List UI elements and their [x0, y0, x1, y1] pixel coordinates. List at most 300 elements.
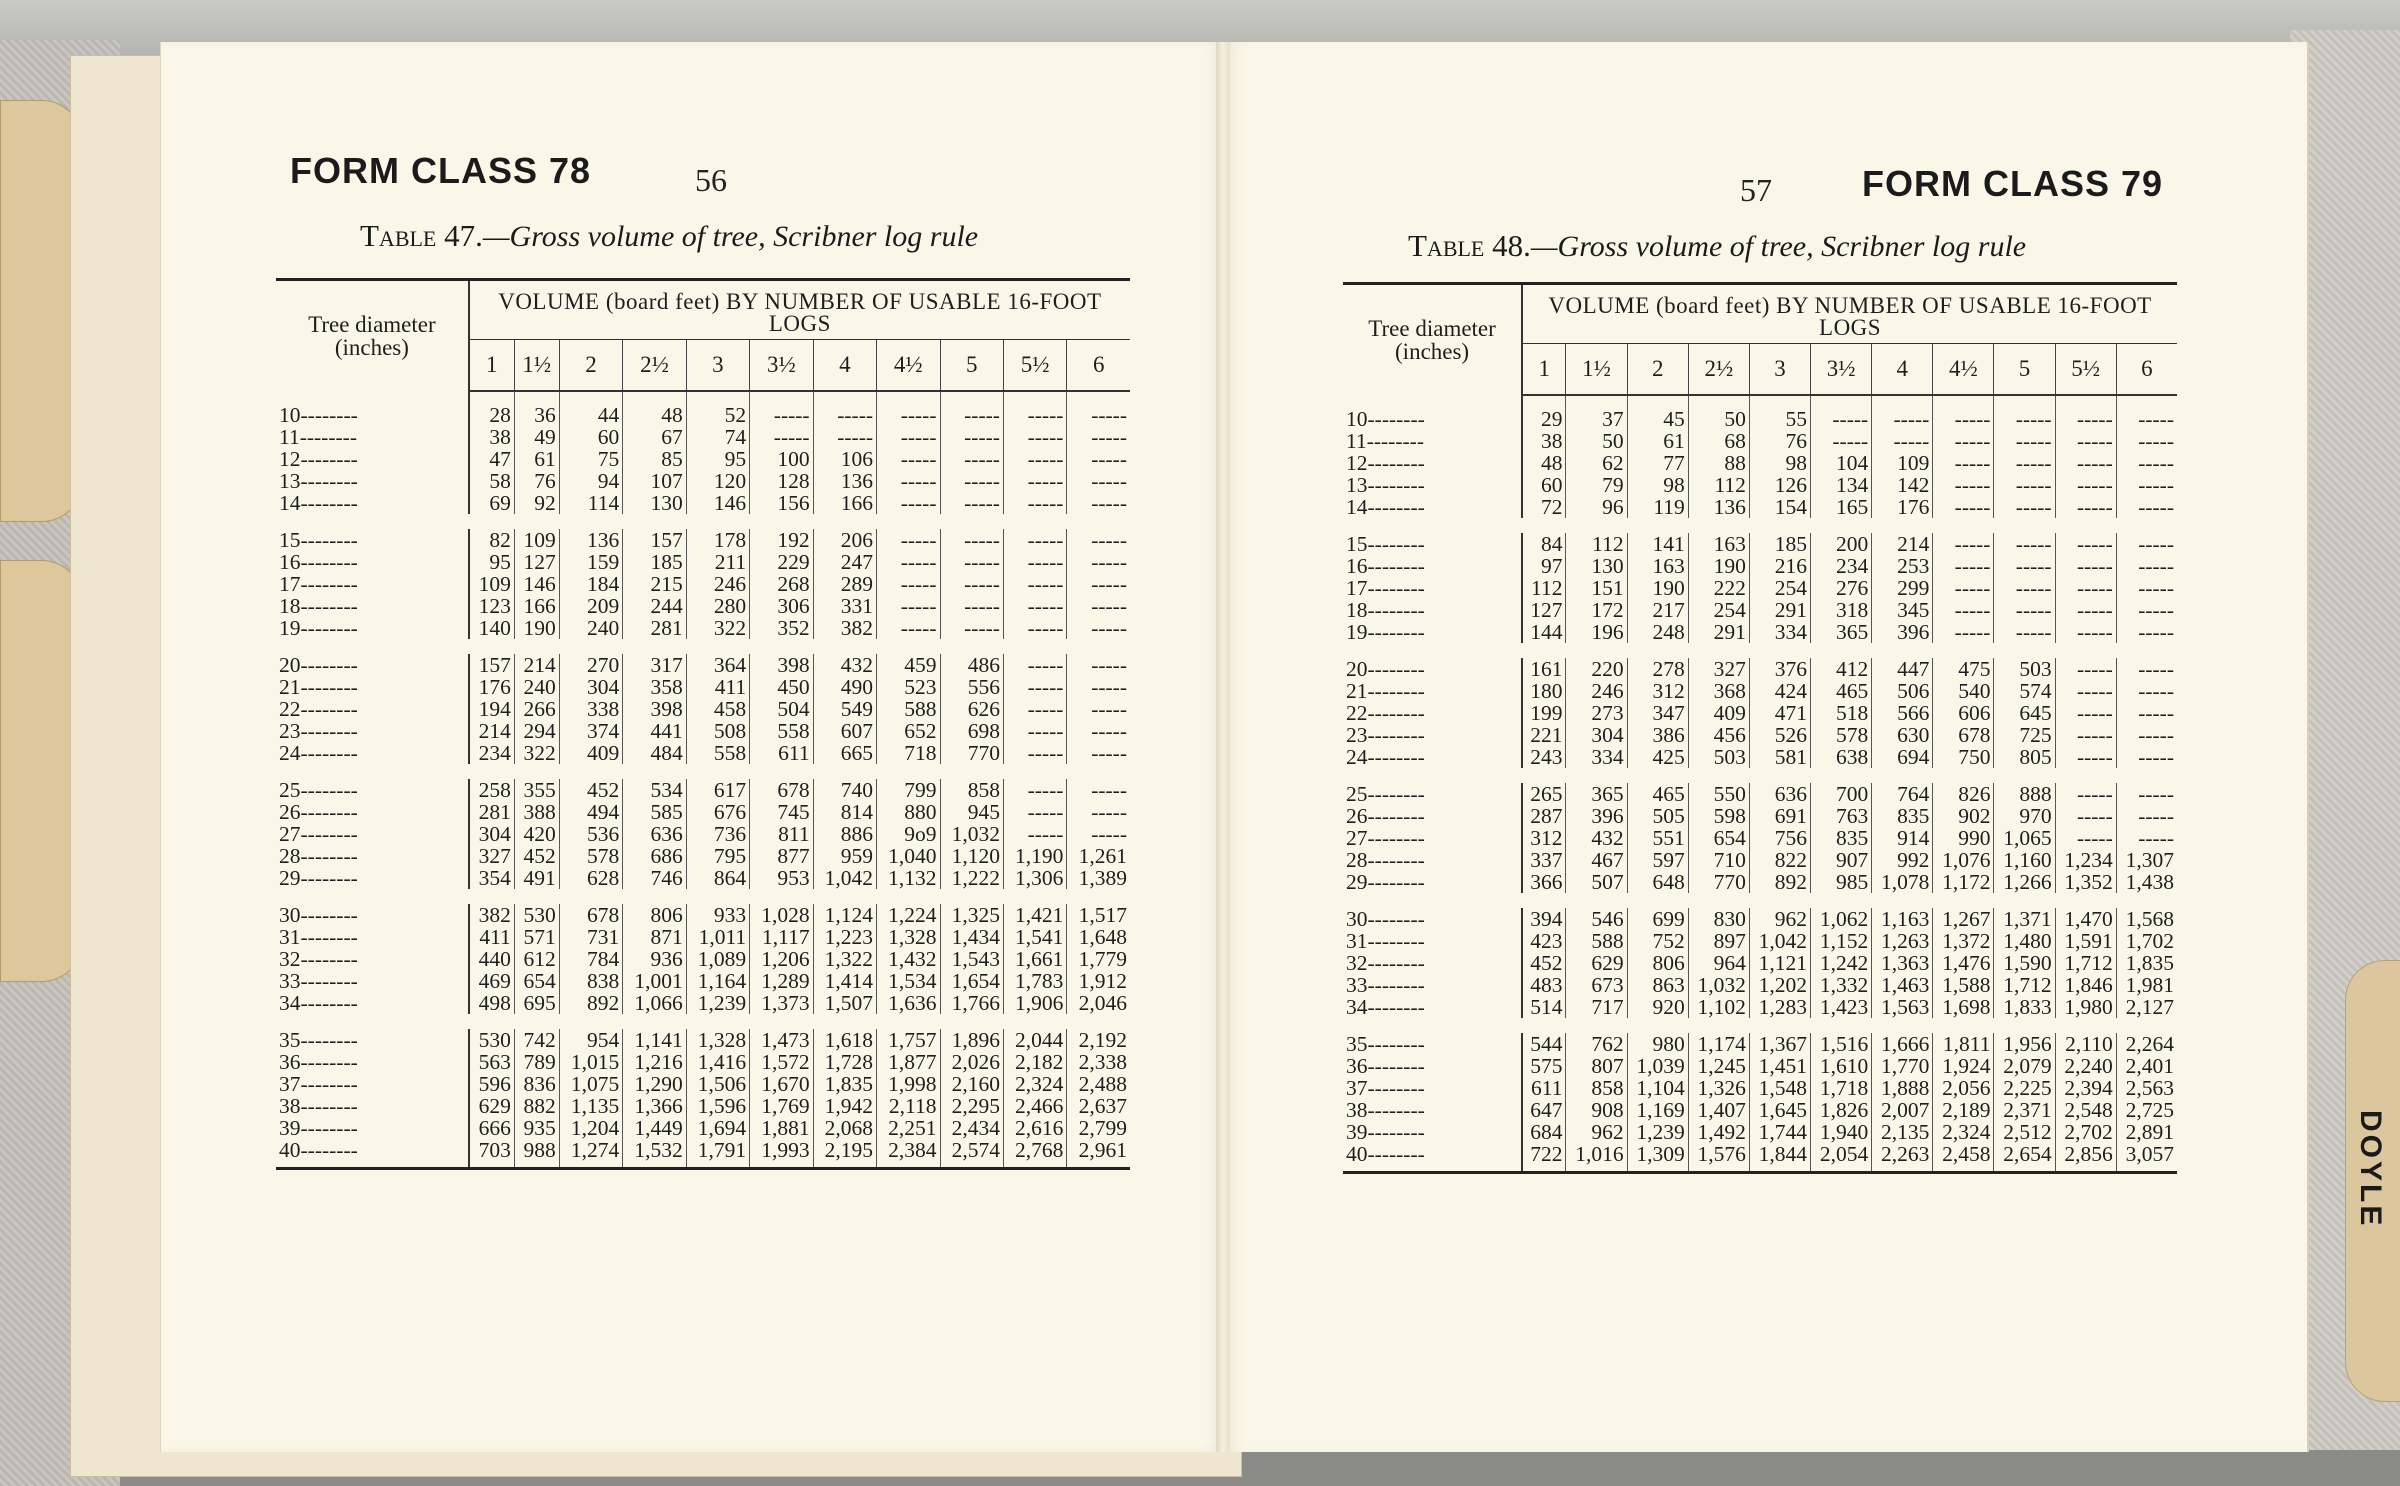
volume-cell: ----- — [1933, 577, 1994, 599]
volume-cell: 358 — [623, 676, 686, 698]
volume-column-header: VOLUME (board feet) BY NUMBER OF USABLE 16-FOOT LOGS — [469, 280, 1130, 340]
volume-cell: 526 — [1749, 724, 1810, 746]
volume-cell: ----- — [2055, 474, 2116, 496]
diameter-value: 34 — [279, 991, 301, 1015]
volume-cell: ----- — [940, 529, 1003, 551]
volume-cell: ----- — [1091, 675, 1127, 699]
volume-cell: 1,548 — [1749, 1077, 1810, 1099]
volume-cell: 550 — [1688, 783, 1749, 805]
diameter-cell: 13-------- — [276, 470, 469, 492]
volume-cell: 1,993 — [750, 1139, 813, 1169]
diameter-cell: 40-------- — [1343, 1143, 1522, 1173]
volume-cell: 60 — [1522, 474, 1566, 496]
volume-cell: ----- — [1933, 474, 1994, 496]
volume-cell: 465 — [1627, 783, 1688, 805]
volume-cell: 676 — [686, 801, 749, 823]
volume-cell: 962 — [1749, 908, 1810, 930]
volume-cell: 172 — [1566, 599, 1627, 621]
volume-cell: 811 — [750, 823, 813, 845]
volume-cell: 858 — [1566, 1077, 1627, 1099]
volume-cell: 2,263 — [1872, 1143, 1933, 1173]
volume-cell: 2,118 — [877, 1095, 940, 1117]
volume-cell: ----- — [1003, 676, 1066, 698]
volume-cell: 699 — [1627, 908, 1688, 930]
volume-cell: 136 — [1688, 496, 1749, 518]
volume-cell: 914 — [1872, 827, 1933, 849]
volume-cell: 196 — [1566, 621, 1627, 643]
volume-cell: 280 — [686, 595, 749, 617]
volume-cell: 2,488 — [1078, 1072, 1127, 1096]
volume-cell: 216 — [1749, 555, 1810, 577]
volume-cell: ----- — [940, 391, 1003, 426]
diameter-value: 16 — [279, 550, 301, 574]
volume-cell: 1,516 — [1811, 1033, 1872, 1055]
volume-cell: 1,363 — [1872, 952, 1933, 974]
volume-cell: ----- — [1091, 425, 1127, 449]
left-volume-table — [276, 278, 1130, 1170]
volume-cell: ----- — [1933, 452, 1994, 474]
volume-cell: 144 — [1522, 621, 1566, 643]
volume-cell: 2,079 — [1994, 1055, 2055, 1077]
volume-cell: 146 — [514, 573, 559, 595]
volume-cell: 886 — [813, 823, 876, 845]
diameter-cell: 25-------- — [276, 779, 469, 801]
volume-cell: 185 — [623, 551, 686, 573]
log-count-header: 1½ — [514, 340, 559, 392]
volume-cell: 2,616 — [1003, 1117, 1066, 1139]
volume-cell: 85 — [623, 448, 686, 470]
volume-cell: 549 — [813, 698, 876, 720]
volume-cell: 1,160 — [1994, 849, 2055, 871]
row-group-spacer — [276, 639, 1130, 654]
log-count-header: 2½ — [623, 340, 686, 392]
volume-cell: 1,328 — [877, 926, 940, 948]
table-row — [1343, 827, 2177, 849]
volume-cell: 1,791 — [686, 1139, 749, 1169]
diameter-cell: 28-------- — [276, 845, 469, 867]
volume-cell: 795 — [686, 845, 749, 867]
volume-cell: 281 — [623, 617, 686, 639]
table-row — [276, 720, 1130, 742]
volume-cell: 465 — [1811, 680, 1872, 702]
volume-cell: 109 — [1872, 452, 1933, 474]
table-row — [276, 426, 1130, 448]
volume-cell: 1,421 — [1003, 904, 1066, 926]
volume-cell: ----- — [1003, 823, 1066, 845]
diameter-value: 37 — [1346, 1076, 1368, 1100]
volume-cell: 1,042 — [1749, 930, 1810, 952]
volume-cell: 1,702 — [2125, 929, 2174, 953]
volume-cell: 1,001 — [623, 970, 686, 992]
volume-cell: ----- — [2138, 657, 2174, 681]
diameter-value: 32 — [279, 947, 301, 971]
volume-cell: 518 — [1811, 702, 1872, 724]
left-page-heading: FORM CLASS 78 — [290, 150, 592, 191]
volume-cell: 2,240 — [2055, 1055, 2116, 1077]
right-table-caption: —Gross volume of tree, Scribner log rule — [1530, 230, 2027, 263]
table-row — [1343, 452, 2177, 474]
volume-cell: 486 — [940, 654, 1003, 676]
volume-cell: 1,956 — [1994, 1033, 2055, 1055]
volume-cell: 1,480 — [1994, 930, 2055, 952]
volume-cell: ----- — [877, 529, 940, 551]
volume-cell: 806 — [623, 904, 686, 926]
volume-cell: 1,694 — [686, 1117, 749, 1139]
volume-cell: 838 — [559, 970, 622, 992]
volume-cell: 563 — [469, 1051, 515, 1073]
volume-cell: 607 — [813, 720, 876, 742]
log-count-header: 3½ — [750, 340, 813, 392]
volume-cell: 345 — [1872, 599, 1933, 621]
volume-cell: ----- — [2055, 533, 2116, 555]
volume-cell: 578 — [559, 845, 622, 867]
volume-cell: ----- — [940, 573, 1003, 595]
volume-cell: 636 — [1749, 783, 1810, 805]
volume-cell: 68 — [1688, 430, 1749, 452]
volume-cell: 312 — [1627, 680, 1688, 702]
volume-cell: 1,239 — [686, 992, 749, 1014]
volume-cell: 1,826 — [1811, 1099, 1872, 1121]
volume-cell: 1,416 — [686, 1051, 749, 1073]
volume-cell: 877 — [750, 845, 813, 867]
table-row — [1343, 849, 2177, 871]
volume-cell: 1,835 — [2125, 951, 2174, 975]
volume-cell: 76 — [1749, 430, 1810, 452]
volume-cell: ----- — [2138, 804, 2174, 828]
volume-cell: 317 — [623, 654, 686, 676]
volume-cell: 398 — [623, 698, 686, 720]
volume-cell: 1,089 — [686, 948, 749, 970]
volume-cell: ----- — [877, 492, 940, 514]
volume-cell: 1,517 — [1078, 903, 1127, 927]
diameter-cell: 37-------- — [276, 1073, 469, 1095]
volume-cell: 636 — [623, 823, 686, 845]
volume-cell: 764 — [1872, 783, 1933, 805]
volume-cell: 258 — [469, 779, 515, 801]
log-count-header: 4 — [1872, 344, 1933, 396]
volume-cell: 990 — [1933, 827, 1994, 849]
volume-cell: 814 — [813, 801, 876, 823]
diameter-value: 23 — [1346, 723, 1368, 747]
volume-cell: 756 — [1749, 827, 1810, 849]
volume-cell: 2,044 — [1003, 1029, 1066, 1051]
volume-cell: 130 — [1566, 555, 1627, 577]
volume-cell: 106 — [813, 448, 876, 470]
volume-cell: 1,163 — [1872, 908, 1933, 930]
volume-cell: 1,245 — [1688, 1055, 1749, 1077]
volume-cell: 1,263 — [1872, 930, 1933, 952]
left-table-label: Table 47. — [360, 218, 483, 253]
volume-cell: 1,028 — [750, 904, 813, 926]
volume-cell: 762 — [1566, 1033, 1627, 1055]
volume-cell: ----- — [1933, 430, 1994, 452]
volume-cell: 338 — [559, 698, 622, 720]
volume-cell: 84 — [1522, 533, 1566, 555]
diameter-value: 17 — [1346, 576, 1368, 600]
volume-cell: 1,371 — [1994, 908, 2055, 930]
volume-cell: ----- — [1003, 492, 1066, 514]
volume-cell: 1,744 — [1749, 1121, 1810, 1143]
volume-cell: ----- — [2055, 395, 2116, 430]
volume-cell: 1,190 — [1003, 845, 1066, 867]
volume-cell: 215 — [623, 573, 686, 595]
diameter-value: 18 — [1346, 598, 1368, 622]
volume-cell: 411 — [469, 926, 515, 948]
volume-cell: 1,015 — [559, 1051, 622, 1073]
volume-cell: 575 — [1522, 1055, 1566, 1077]
volume-cell: 109 — [469, 573, 515, 595]
diameter-cell: 18-------- — [1343, 599, 1522, 621]
volume-cell: 1,121 — [1749, 952, 1810, 974]
volume-cell: 1,769 — [750, 1095, 813, 1117]
table-row — [276, 1117, 1130, 1139]
volume-cell: 962 — [1566, 1121, 1627, 1143]
volume-cell: 221 — [1522, 724, 1566, 746]
table-row — [276, 448, 1130, 470]
volume-cell: 192 — [750, 529, 813, 551]
volume-cell: 654 — [1688, 827, 1749, 849]
volume-cell: 75 — [559, 448, 622, 470]
volume-cell: ----- — [1003, 779, 1066, 801]
volume-cell: 459 — [877, 654, 940, 676]
diameter-cell: 40-------- — [276, 1139, 469, 1169]
volume-cell: 9o9 — [877, 823, 940, 845]
table-row — [1343, 702, 2177, 724]
table-row — [1343, 1143, 2177, 1173]
volume-cell: 1,463 — [1872, 974, 1933, 996]
diameter-value: 34 — [1346, 995, 1368, 1019]
volume-cell: 2,548 — [2055, 1099, 2116, 1121]
diameter-cell: 32-------- — [1343, 952, 1522, 974]
volume-cell: 2,371 — [1994, 1099, 2055, 1121]
volume-cell: ----- — [1811, 395, 1872, 430]
volume-cell: 945 — [940, 801, 1003, 823]
volume-cell: 830 — [1688, 908, 1749, 930]
diameter-cell: 33-------- — [276, 970, 469, 992]
volume-cell: 1,204 — [559, 1117, 622, 1139]
volume-cell: ----- — [1933, 395, 1994, 430]
diameter-cell: 31-------- — [276, 926, 469, 948]
diameter-value: 13 — [1346, 473, 1368, 497]
volume-cell: ----- — [1091, 550, 1127, 574]
diameter-cell: 33-------- — [1343, 974, 1522, 996]
volume-cell: 452 — [1522, 952, 1566, 974]
volume-cell: 1,124 — [813, 904, 876, 926]
volume-cell: ----- — [2055, 680, 2116, 702]
volume-cell: ----- — [2138, 620, 2174, 644]
volume-cell: 49 — [514, 426, 559, 448]
volume-cell: 784 — [559, 948, 622, 970]
volume-cell: 163 — [1688, 533, 1749, 555]
volume-cell: 863 — [1627, 974, 1688, 996]
volume-cell: 717 — [1566, 996, 1627, 1018]
diameter-value: 39 — [279, 1116, 301, 1140]
volume-cell: 166 — [813, 492, 876, 514]
volume-cell: ----- — [2138, 429, 2174, 453]
volume-cell: ----- — [1933, 496, 1994, 518]
diameter-cell: 23-------- — [276, 720, 469, 742]
volume-cell: 1,896 — [940, 1029, 1003, 1051]
diameter-cell: 10-------- — [276, 391, 469, 426]
diameter-cell: 16-------- — [276, 551, 469, 573]
diameter-value: 19 — [1346, 620, 1368, 644]
volume-cell: 1,332 — [1811, 974, 1872, 996]
diameter-cell: 20-------- — [276, 654, 469, 676]
volume-cell: 214 — [469, 720, 515, 742]
volume-cell: 725 — [1994, 724, 2055, 746]
volume-cell: 1,202 — [1749, 974, 1810, 996]
volume-cell: 36 — [514, 391, 559, 426]
volume-cell: 935 — [514, 1117, 559, 1139]
volume-cell: 1,438 — [2125, 870, 2174, 894]
volume-cell: 109 — [514, 529, 559, 551]
diameter-value: 31 — [279, 925, 301, 949]
volume-cell: 337 — [1522, 849, 1566, 871]
volume-cell: 1,266 — [1994, 871, 2055, 893]
volume-cell: 47 — [469, 448, 515, 470]
volume-cell: 1,670 — [750, 1073, 813, 1095]
volume-cell: 1,476 — [1933, 952, 1994, 974]
volume-cell: 2,338 — [1078, 1050, 1127, 1074]
volume-cell: 1,367 — [1749, 1033, 1810, 1055]
volume-cell: 100 — [750, 448, 813, 470]
volume-cell: 628 — [559, 867, 622, 889]
volume-cell: ----- — [1091, 741, 1127, 765]
volume-cell: 2,394 — [2055, 1077, 2116, 1099]
diameter-cell: 14-------- — [276, 492, 469, 514]
row-group-spacer — [1343, 643, 2177, 658]
volume-cell: 157 — [623, 529, 686, 551]
volume-cell: 112 — [1522, 577, 1566, 599]
volume-cell: 176 — [469, 676, 515, 698]
volume-cell: 530 — [514, 904, 559, 926]
volume-cell: ----- — [1003, 448, 1066, 470]
volume-cell: 382 — [469, 904, 515, 926]
volume-cell: 166 — [514, 595, 559, 617]
volume-cell: 240 — [514, 676, 559, 698]
volume-cell: ----- — [1003, 595, 1066, 617]
volume-cell: ----- — [750, 426, 813, 448]
volume-cell: 1,407 — [1688, 1099, 1749, 1121]
volume-cell: 1,239 — [1627, 1121, 1688, 1143]
diameter-cell: 15-------- — [1343, 533, 1522, 555]
volume-cell: 491 — [514, 867, 559, 889]
volume-cell: ----- — [1003, 654, 1066, 676]
volume-cell: 365 — [1566, 783, 1627, 805]
volume-cell: 1,261 — [1078, 844, 1127, 868]
table-row — [276, 970, 1130, 992]
volume-cell: 598 — [1688, 805, 1749, 827]
volume-cell: 217 — [1627, 599, 1688, 621]
volume-cell: 127 — [514, 551, 559, 573]
volume-cell: ----- — [877, 573, 940, 595]
volume-cell: ----- — [1003, 720, 1066, 742]
volume-cell: 1,942 — [813, 1095, 876, 1117]
log-count-header: 2 — [559, 340, 622, 392]
diameter-value: 24 — [279, 741, 301, 765]
volume-cell: ----- — [1003, 551, 1066, 573]
row-group-spacer — [1343, 1018, 2177, 1033]
volume-cell: 2,182 — [1003, 1051, 1066, 1073]
diameter-value: 40 — [1346, 1142, 1368, 1166]
volume-cell: ----- — [1872, 395, 1933, 430]
volume-cell: ----- — [877, 448, 940, 470]
volume-cell: 127 — [1522, 599, 1566, 621]
volume-cell: 352 — [750, 617, 813, 639]
volume-cell: 2,384 — [877, 1139, 940, 1169]
volume-cell: 2,160 — [940, 1073, 1003, 1095]
volume-cell: 247 — [813, 551, 876, 573]
volume-cell: 1,998 — [877, 1073, 940, 1095]
volume-cell: 1,322 — [813, 948, 876, 970]
volume-cell: ----- — [1994, 452, 2055, 474]
volume-cell: 234 — [469, 742, 515, 764]
volume-cell: 746 — [623, 867, 686, 889]
volume-cell: 880 — [877, 801, 940, 823]
volume-cell: 254 — [1688, 599, 1749, 621]
volume-cell: 1,423 — [1811, 996, 1872, 1018]
volume-cell: 98 — [1749, 452, 1810, 474]
volume-cell: 62 — [1566, 452, 1627, 474]
table-row — [1343, 930, 2177, 952]
volume-cell: 530 — [469, 1029, 515, 1051]
volume-cell: ----- — [1003, 698, 1066, 720]
volume-cell: 654 — [514, 970, 559, 992]
volume-cell: 1,169 — [1627, 1099, 1688, 1121]
volume-cell: 1,846 — [2055, 974, 2116, 996]
volume-cell: 119 — [1627, 496, 1688, 518]
volume-cell: 1,164 — [686, 970, 749, 992]
volume-cell: 214 — [1872, 533, 1933, 555]
volume-cell: ----- — [2138, 745, 2174, 769]
diameter-value: 30 — [279, 903, 301, 927]
diameter-cell: 35-------- — [276, 1029, 469, 1051]
volume-cell: 190 — [1627, 577, 1688, 599]
volume-cell: 1,492 — [1688, 1121, 1749, 1143]
volume-cell: 988 — [514, 1139, 559, 1169]
diameter-cell: 34-------- — [276, 992, 469, 1014]
volume-cell: 409 — [559, 742, 622, 764]
volume-cell: 180 — [1522, 680, 1566, 702]
volume-cell: 151 — [1566, 577, 1627, 599]
volume-cell: 447 — [1872, 658, 1933, 680]
volume-cell: 76 — [514, 470, 559, 492]
diameter-cell: 19-------- — [1343, 621, 1522, 643]
diameter-value: 13 — [279, 469, 301, 493]
volume-cell: 503 — [1994, 658, 2055, 680]
volume-cell: 1,596 — [686, 1095, 749, 1117]
row-group-spacer — [276, 889, 1130, 904]
diameter-cell: 27-------- — [276, 823, 469, 845]
volume-cell: 558 — [686, 742, 749, 764]
volume-cell: 79 — [1566, 474, 1627, 496]
volume-cell: 882 — [514, 1095, 559, 1117]
volume-cell: 1,078 — [1872, 871, 1933, 893]
diameter-value: 33 — [1346, 973, 1368, 997]
volume-cell: 1,712 — [2055, 952, 2116, 974]
volume-cell: 678 — [1933, 724, 1994, 746]
table-row — [1343, 658, 2177, 680]
volume-cell: 1,076 — [1933, 849, 1994, 871]
volume-cell: ----- — [2055, 783, 2116, 805]
volume-cell: 514 — [1522, 996, 1566, 1018]
diameter-cell: 18-------- — [276, 595, 469, 617]
volume-cell: 141 — [1627, 533, 1688, 555]
volume-cell: 163 — [1627, 555, 1688, 577]
volume-cell: 678 — [750, 779, 813, 801]
volume-cell: 184 — [559, 573, 622, 595]
volume-cell: 992 — [1872, 849, 1933, 871]
